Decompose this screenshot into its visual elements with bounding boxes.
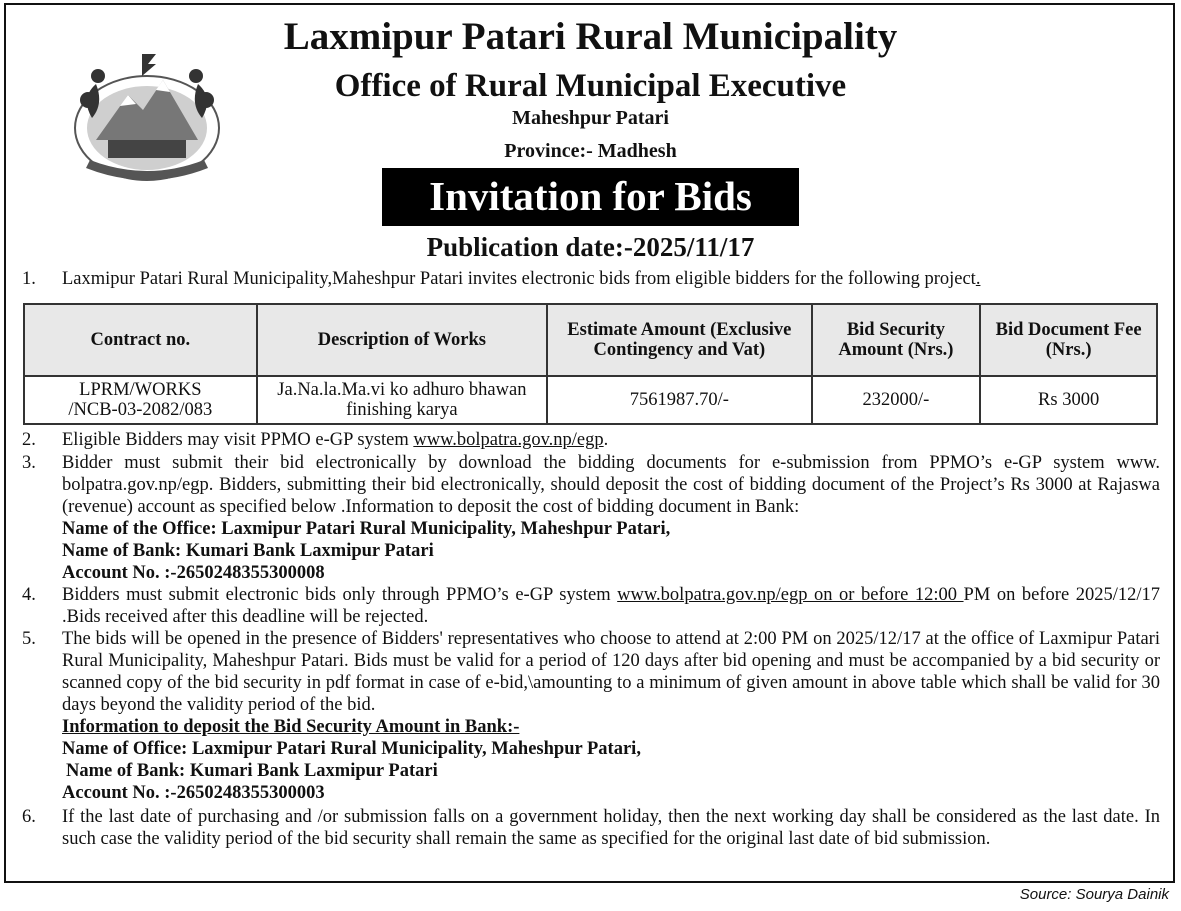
invitation-banner: Invitation for Bids [382, 168, 799, 226]
office-name: Name of Office: Laxmipur Patari Rural Municipality, Maheshpur Patari, [62, 739, 641, 759]
egp-link[interactable]: www.bolpatra.gov.np/egp [413, 430, 604, 450]
clause-text: The bids will be opened in the presence of Bidders' representatives who choose to attend at 2:00 PM on 2025/12/17 at the office of Laxmipur Patari Rural Municipality, Maheshpur Patari. Bids must be valid for a period of 120 days after bid opening and must be accompanied by a bid security or scanned copy of the bid security in pdf format in case of e-bid,\amounting to a minimum of given amount in above table which shall be valid for 30 days beyond the validity period of the bid. [62, 629, 1160, 715]
cell-description: Ja.Na.la.Ma.vi ko adhuro bhawan finishing karya [257, 376, 547, 424]
clause-number: 1. [22, 269, 36, 289]
clause-3 [22, 452, 1160, 584]
bank-name: Name of Bank: Kumari Bank Laxmipur Patari [66, 761, 438, 781]
province-label: Province:- Madhesh [504, 140, 677, 162]
column-header-estimate: Estimate Amount (Exclusive Contingency and Vat) [547, 304, 811, 376]
cell-contract-no: LPRM/WORKS /NCB-03-2082/083 [24, 376, 257, 424]
clause-end-dot: . [975, 269, 981, 289]
office-location: Maheshpur Patari [512, 107, 669, 129]
cell-bid-security: 232000/- [812, 376, 981, 424]
table-header-row [24, 304, 1157, 376]
egp-deadline-link[interactable]: www.bolpatra.gov.np/egp on or before 12:00 [617, 585, 964, 605]
account-number: Account No. :-2650248355300003 [62, 783, 325, 803]
clause-number: 6. [22, 807, 36, 827]
column-header-bid-security: Bid Security Amount (Nrs.) [812, 304, 981, 376]
clause-number: 3. [22, 453, 36, 473]
bid-table [23, 303, 1158, 425]
column-header-description: Description of Works [257, 304, 547, 376]
clause-number: 2. [22, 430, 36, 450]
clause-text: Bidder must submit their bid electronically by download the bidding documents for e-submission from PPMO’s e-GP system www. bolpatra.gov.np/egp. Bidders, submitting their bid electronically, should deposit the cost of bidding document of the Project’s Rs 3000 at Rajaswa (revenue) account as specified below .Information to deposit the cost of bidding document in Bank: [62, 453, 1160, 517]
cell-document-fee: Rs 3000 [980, 376, 1157, 424]
table-row [24, 376, 1157, 424]
clause-text: Laxmipur Patari Rural Municipality,Maheshpur Patari invites electronic bids from eligible bidders for the following project [62, 269, 976, 289]
clause-number: 4. [22, 585, 36, 605]
municipality-title: Laxmipur Patari Rural Municipality [283, 15, 898, 58]
clause-6 [22, 806, 1160, 850]
account-number: Account No. :-2650248355300008 [62, 563, 325, 583]
clause-2: 2. Eligible Bidders may visit PPMO e-GP system www.bolpatra.gov.np/egp. [22, 430, 609, 450]
source-credit: Source: Sourya Dainik [1019, 886, 1169, 903]
clause-number: 5. [22, 629, 36, 649]
clause-1 [22, 268, 1160, 290]
office-title: Office of Rural Municipal Executive [334, 68, 847, 104]
clause-4: 4. Bidders must submit electronic bids only through PPMO’s e-GP system www.bolpatra.gov.np/egp on or before 12:00 PM on before 2025/12/17 .Bids received after this deadline will be rejected. [22, 585, 1160, 627]
clause-5 [22, 628, 1160, 804]
column-header-contract: Contract no. [24, 304, 257, 376]
publication-date: Publication date:-2025/11/17 [426, 232, 755, 262]
bid-security-info-heading: Information to deposit the Bid Security Amount in Bank:- [62, 717, 520, 737]
clause-text: If the last date of purchasing and /or submission falls on a government holiday, then the next working day shall be considered as the last date. In such case the validity period of the bid security shall remain the same as specified for the original last date of bid submission. [62, 807, 1160, 849]
bank-name: Name of Bank: Kumari Bank Laxmipur Patari [62, 541, 434, 561]
office-name: Name of the Office: Laxmipur Patari Rural Municipality, Maheshpur Patari, [62, 519, 671, 539]
column-header-document-fee: Bid Document Fee (Nrs.) [980, 304, 1157, 376]
cell-estimate: 7561987.70/- [547, 376, 811, 424]
